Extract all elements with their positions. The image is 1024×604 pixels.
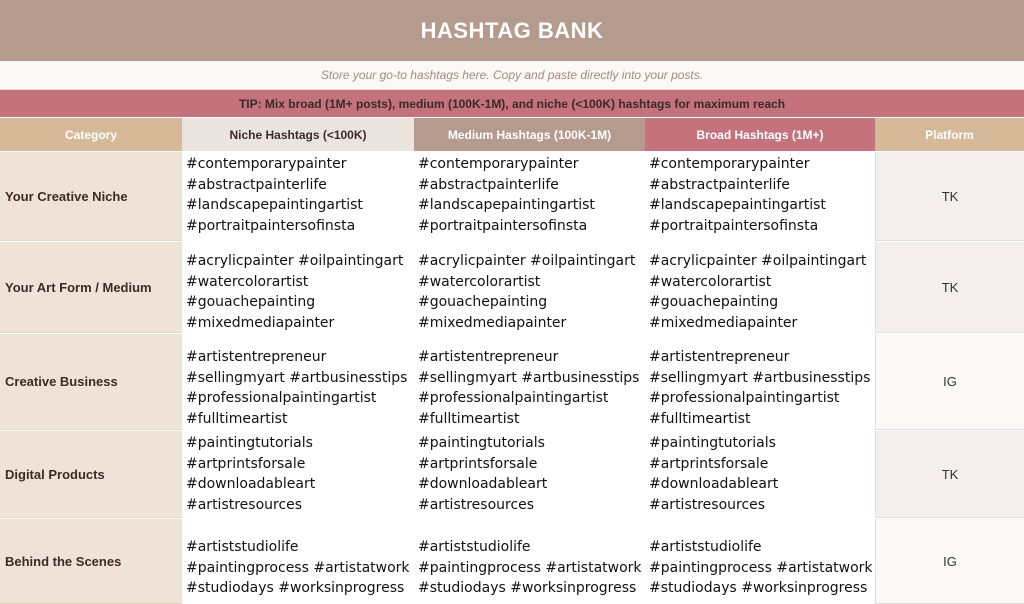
medium-hashtags-cell[interactable]: #paintingtutorials #artprintsforsale #downloadableart #artistresources [414,431,645,518]
table-row [0,152,1024,241]
platform-cell[interactable]: IG [875,519,1024,604]
category-cell[interactable]: Your Art Form / Medium [0,242,182,333]
platform-cell[interactable]: TK [875,242,1024,333]
category-cell[interactable]: Creative Business [0,334,182,430]
platform-cell[interactable]: TK [875,431,1024,518]
category-cell[interactable]: Digital Products [0,431,182,518]
subtitle-row [0,61,1024,90]
medium-hashtags-cell[interactable]: #artiststudiolife #paintingprocess #artistatwork #studiodays #worksinprogress [414,519,645,604]
page-title: HASHTAG BANK [420,17,604,43]
broad-hashtags-cell[interactable]: #contemporarypainter #abstractpainterlife #landscapepaintingartist #portraitpaintersofinsta [645,152,875,241]
table-row [0,519,1024,604]
platform-cell[interactable]: IG [875,334,1024,430]
column-header-niche[interactable]: Niche Hashtags (<100K) [182,118,414,151]
tip-text: TIP: Mix broad (1M+ posts), medium (100K-1M), and niche (<100K) hashtags for maximum reach [238,96,786,111]
column-header-broad[interactable]: Broad Hashtags (1M+) [645,118,875,151]
niche-hashtags-cell[interactable]: #contemporarypainter #abstractpainterlife #landscapepaintingartist #portraitpaintersofinsta [182,152,414,241]
medium-hashtags-cell[interactable]: #contemporarypainter #abstractpainterlife #landscapepaintingartist #portraitpaintersofinsta [414,152,645,241]
column-header-platform[interactable]: Platform [875,118,1024,151]
header-banner [0,0,1024,62]
column-header-medium[interactable]: Medium Hashtags (100K-1M) [414,118,645,151]
medium-hashtags-cell[interactable]: #acrylicpainter #oilpaintingart #watercolorartist #gouachepainting #mixedmediapainter [414,242,645,333]
broad-hashtags-cell[interactable]: #artiststudiolife #paintingprocess #artistatwork #studiodays #worksinprogress [645,519,875,604]
category-cell[interactable]: Behind the Scenes [0,519,182,604]
table-row [0,431,1024,518]
table-row [0,334,1024,430]
niche-hashtags-cell[interactable]: #artistentrepreneur #sellingmyart #artbusinesstips #professionalpaintingartist #fulltimeartist [182,334,414,430]
niche-hashtags-cell[interactable]: #acrylicpainter #oilpaintingart #watercolorartist #gouachepainting #mixedmediapainter [182,242,414,333]
broad-hashtags-cell[interactable]: #artistentrepreneur #sellingmyart #artbusinesstips #professionalpaintingartist #fulltimeartist [645,334,875,430]
subtitle-text: Store your go-to hashtags here. Copy and paste directly into your posts. [320,68,704,82]
niche-hashtags-cell[interactable]: #artiststudiolife #paintingprocess #artistatwork #studiodays #worksinprogress [182,519,414,604]
medium-hashtags-cell[interactable]: #artistentrepreneur #sellingmyart #artbusinesstips #professionalpaintingartist #fulltimeartist [414,334,645,430]
category-cell[interactable]: Your Creative Niche [0,152,182,241]
niche-hashtags-cell[interactable]: #paintingtutorials #artprintsforsale #downloadableart #artistresources [182,431,414,518]
broad-hashtags-cell[interactable]: #paintingtutorials #artprintsforsale #downloadableart #artistresources [645,431,875,518]
platform-cell[interactable]: TK [875,152,1024,241]
broad-hashtags-cell[interactable]: #acrylicpainter #oilpaintingart #watercolorartist #gouachepainting #mixedmediapainter [645,242,875,333]
table-row [0,242,1024,333]
tip-banner [0,90,1024,117]
column-header-category[interactable]: Category [0,118,182,151]
